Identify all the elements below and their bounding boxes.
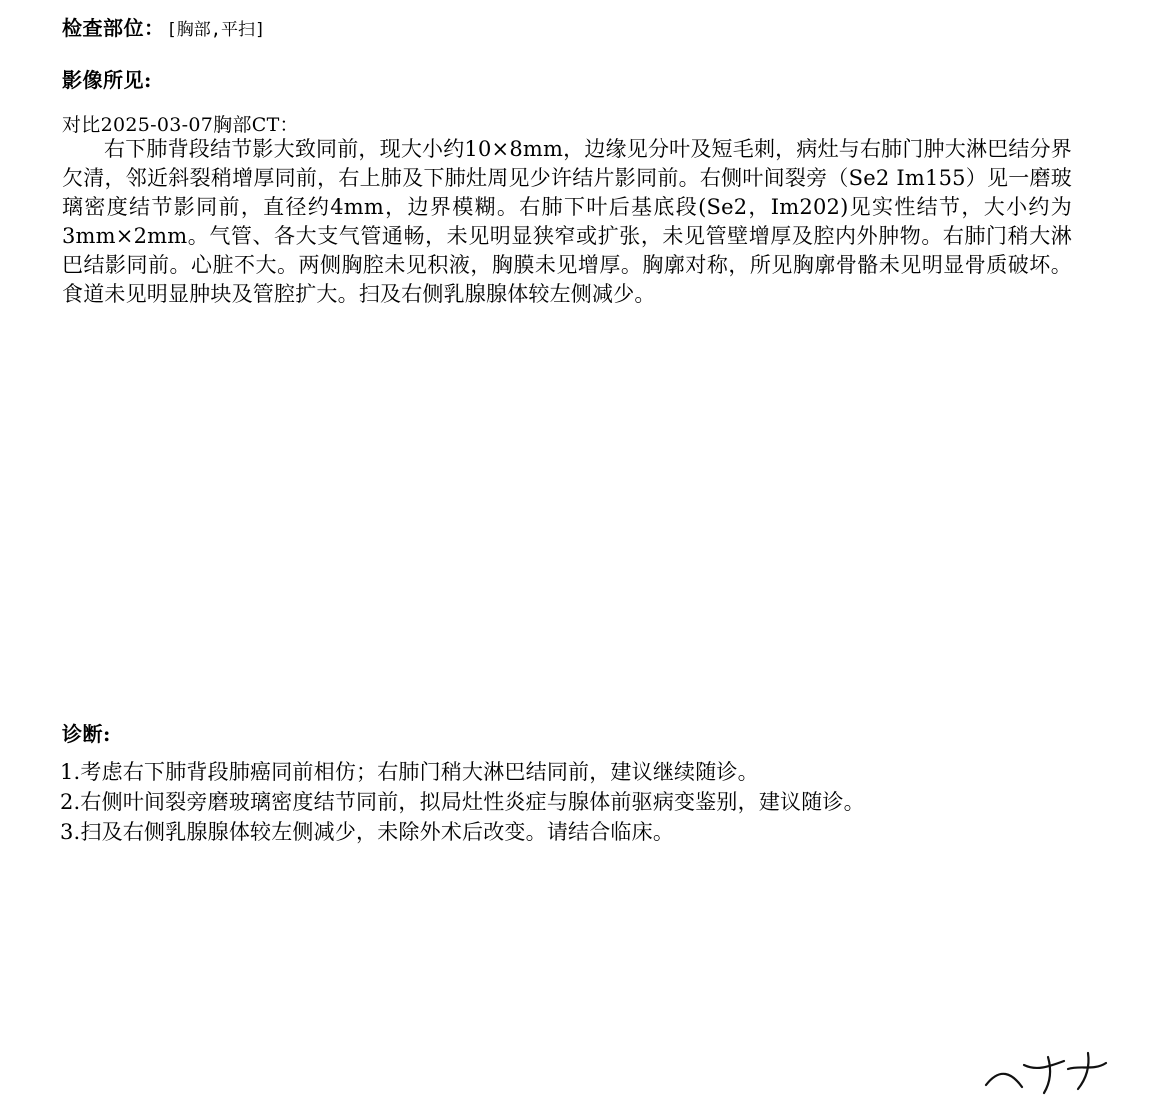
exam-site-row xyxy=(62,12,265,41)
findings-body-text: 右下肺背段结节影大致同前，现大小约10×8mm，边缘见分叶及短毛刺，病灶与右肺门肿大淋巴结分界欠清，邻近斜裂稍增厚同前，右上肺及下肺灶周见少许结片影同前。右侧叶间裂旁（Se2 Im155）见一磨玻璃密度结节影同前，直径约4mm，边界模糊。右肺下叶后基底段(Se2，Im202)见实性结节，大小约为3mm×2mm。气管、各大支气管通畅，未见明显狭窄或扩张，未见管壁增厚及腔内外肿物。右肺门稍大淋巴结影同前。心脏不大。两侧胸腔未见积液，胸膜未见增厚。胸廓对称，所见胸廓骨骼未见明显骨质破坏。食道未见明显肿块及管腔扩大。扫及右侧乳腺腺体较左侧减少。 xyxy=(62,137,1072,306)
list-item: 2.右侧叶间裂旁磨玻璃密度结节同前，拟局灶性炎症与腺体前驱病变鉴别，建议随诊。 xyxy=(60,790,865,814)
findings-comparison-line: 对比2025-03-07胸部CT： xyxy=(62,114,299,136)
exam-site-value: [胸部,平扫] xyxy=(166,20,266,40)
findings-heading: 影像所见: xyxy=(62,68,152,92)
diagnosis-list xyxy=(60,758,1072,848)
exam-site-label: 检查部位： xyxy=(62,16,165,40)
list-item: 1.考虑右下肺背段肺癌同前相仿；右肺门稍大淋巴结同前，建议继续随诊。 xyxy=(60,760,759,784)
signature-icon xyxy=(978,1047,1118,1107)
diagnosis-heading: 诊断: xyxy=(62,722,111,746)
list-item: 3.扫及右侧乳腺腺体较左侧减少，未除外术后改变。请结合临床。 xyxy=(60,820,675,844)
